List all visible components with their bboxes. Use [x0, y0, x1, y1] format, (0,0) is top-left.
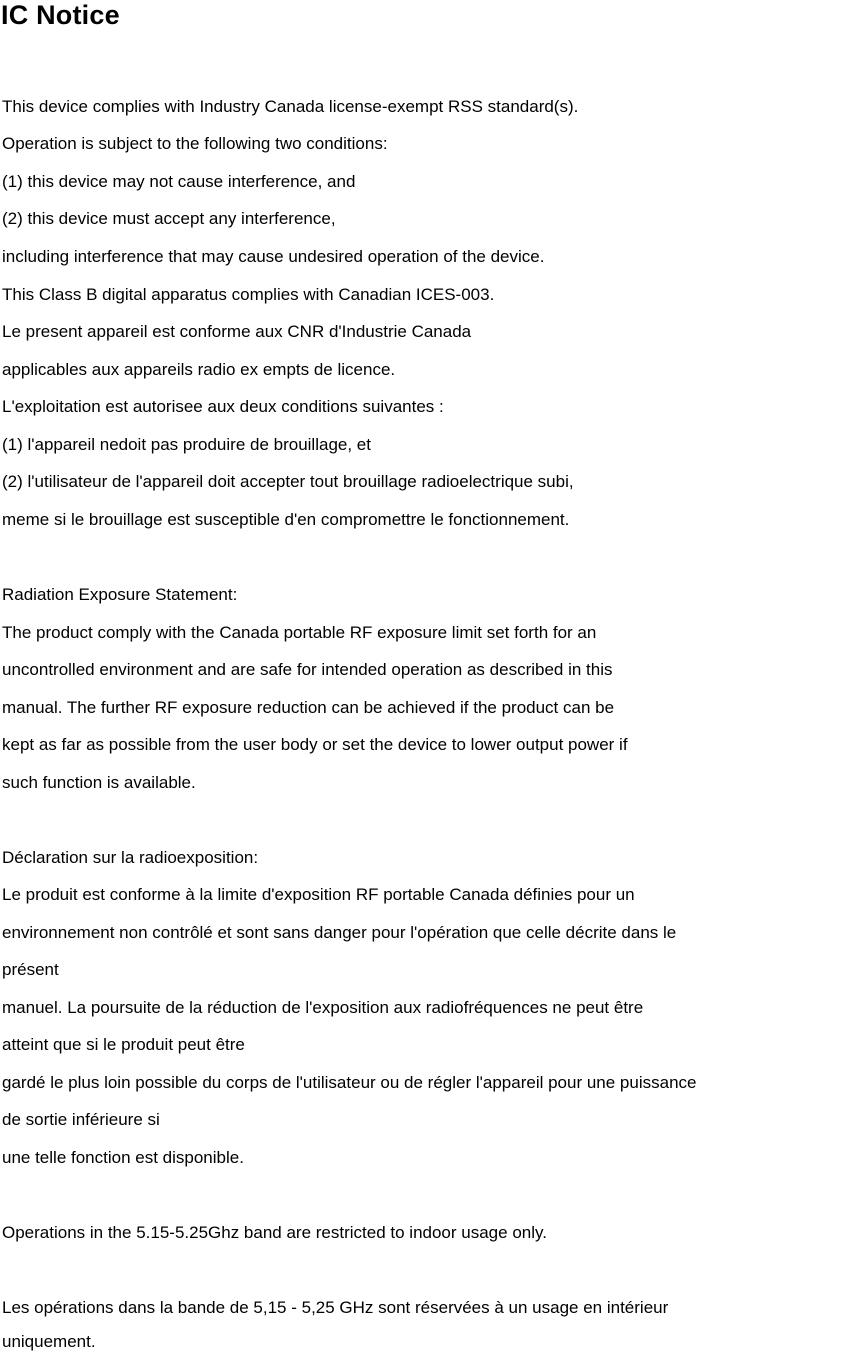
text-line: (1) l'appareil nedoit pas produire de brouillage, et: [2, 435, 371, 454]
text-line: manuel. La poursuite de la réduction de l'exposition aux radiofréquences ne peut être: [2, 998, 644, 1017]
text-line: including interference that may cause undesired operation of the device.: [2, 247, 545, 266]
text-line: uncontrolled environment and are safe for intended operation as described in this: [2, 660, 613, 679]
text-line: (1) this device may not cause interference, and: [2, 172, 356, 191]
text-line: (2) l'utilisateur de l'appareil doit accepter tout brouillage radioelectrique subi,: [2, 472, 574, 491]
text-line: This Class B digital apparatus complies with Canadian ICES-003.: [2, 285, 495, 304]
text-line: gardé le plus loin possible du corps de l'utilisateur ou de régler l'appareil pour une puissance: [2, 1073, 697, 1092]
text-line: The product comply with the Canada portable RF exposure limit set forth for an: [2, 623, 597, 642]
text-line: This device complies with Industry Canada license-exempt RSS standard(s).: [2, 97, 579, 116]
section-heading-radioexposition: Déclaration sur la radioexposition:: [2, 848, 259, 867]
text-line: meme si le brouillage est susceptible d'en compromettre le fonctionnement.: [2, 510, 570, 529]
text-line: Le produit est conforme à la limite d'exposition RF portable Canada définies pour un: [2, 885, 635, 904]
text-line: environnement non contrôlé et sont sans danger pour l'opération que celle décrite dans le: [2, 923, 677, 942]
text-line: présent: [2, 960, 59, 979]
text-line-band-restriction: Operations in the 5.15-5.25Ghz band are restricted to indoor usage only.: [2, 1223, 547, 1242]
text-line-band-restriction-fr: Les opérations dans la bande de 5,15 - 5,25 GHz sont réservées à un usage en intérieur: [2, 1298, 669, 1317]
text-line: L'exploitation est autorisee aux deux conditions suivantes :: [2, 397, 444, 416]
text-line: (2) this device must accept any interference,: [2, 209, 336, 228]
text-line: uniquement.: [2, 1332, 96, 1351]
section-heading-radiation-exposure: Radiation Exposure Statement:: [2, 585, 238, 604]
text-line: manual. The further RF exposure reduction can be achieved if the product can be: [2, 698, 615, 717]
page-title: IC Notice: [1, 0, 120, 30]
text-line: Operation is subject to the following two conditions:: [2, 134, 388, 153]
text-line: atteint que si le produit peut être: [2, 1035, 245, 1054]
text-line: de sortie inférieure si: [2, 1110, 160, 1129]
text-line: Le present appareil est conforme aux CNR d'Industrie Canada: [2, 322, 472, 341]
text-line: kept as far as possible from the user body or set the device to lower output power if: [2, 735, 628, 754]
text-line: une telle fonction est disponible.: [2, 1148, 244, 1167]
text-line: such function is available.: [2, 773, 196, 792]
text-line: applicables aux appareils radio ex empts de licence.: [2, 360, 396, 379]
